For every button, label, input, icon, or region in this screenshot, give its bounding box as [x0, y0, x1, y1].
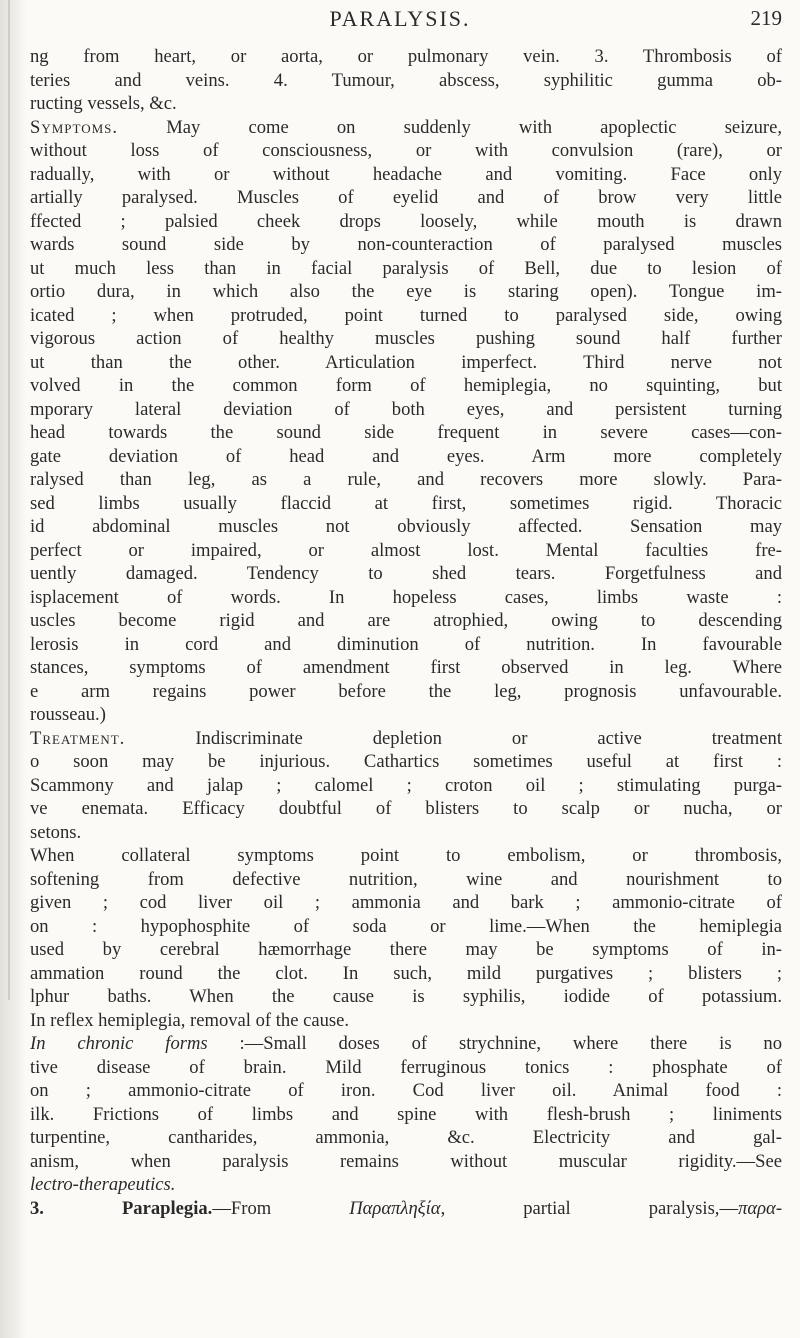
text-line: [30, 844, 782, 868]
text-line: [30, 962, 782, 986]
text-segment: lphur baths. When the cause is syphilis, iodide of potassium.: [30, 986, 782, 1007]
text-segment: turpentine, cantharides, ammonia, &c. Electricity and gal-: [30, 1127, 782, 1148]
text-segment: on ; ammonio-citrate of iron. Cod liver oil. Animal food :: [30, 1080, 782, 1101]
text-line: [30, 1126, 782, 1150]
text-line: [30, 69, 782, 93]
text-segment: artially paralysed. Muscles of eyelid and of brow very little: [30, 187, 782, 208]
text-segment: lectro-therapeutics.: [30, 1174, 176, 1195]
text-line: [30, 233, 782, 257]
text-segment: lerosis in cord and diminution of nutrition. In favourable: [30, 633, 782, 655]
text-segment: —From: [212, 1197, 350, 1219]
text-line: [30, 351, 782, 375]
text-segment: ve enemata. Efficacy doubtful of blisters to scalp or nucha, or: [30, 798, 782, 819]
text-segment: ilk. Frictions of limbs and spine with flesh-brush ; liniments: [30, 1103, 782, 1125]
body-text: [30, 45, 782, 1220]
text-line: [30, 1079, 782, 1103]
text-line: [30, 1056, 782, 1080]
text-segment: rousseau.): [30, 704, 106, 725]
text-line: [30, 1173, 782, 1197]
text-segment: stances, symptoms of amendment first observed in leg. Where: [30, 657, 782, 678]
text-segment: wards sound side by non-counteraction of paralysed muscles: [30, 234, 782, 255]
text-line: [30, 139, 782, 163]
text-segment: uently damaged. Tendency to shed tears. Forgetfulness and: [30, 563, 782, 584]
text-segment: :—Small doses of strychnine, where there is no: [207, 1033, 782, 1054]
text-segment: without loss of consciousness, or with convulsion (rare), or: [30, 140, 782, 161]
text-segment: ffected ; palsied cheek drops loosely, while mouth is drawn: [30, 210, 782, 232]
text-line: [30, 703, 782, 727]
text-segment: volved in the common form of hemiplegia, no squinting, but: [30, 375, 782, 396]
text-line: [30, 562, 782, 586]
text-line: [30, 280, 782, 304]
text-line: [30, 656, 782, 680]
text-segment: In reflex hemiplegia, removal of the cause.: [30, 1009, 350, 1031]
text-line: [30, 304, 782, 328]
text-line: [30, 421, 782, 445]
text-segment: When collateral symptoms point to embolism, or thrombosis,: [30, 845, 782, 866]
text-segment: o soon may be injurious. Cathartics sometimes useful at first :: [30, 751, 782, 772]
text-segment: ructing vessels, &c.: [30, 93, 177, 114]
text-segment: παρα-: [738, 1197, 782, 1219]
text-segment: ortio dura, in which also the eye is staring open). Tongue im-: [30, 281, 782, 302]
page-number: 219: [750, 6, 782, 30]
text-line: [30, 891, 782, 915]
text-segment: Indiscriminate depletion or active treatment: [125, 727, 782, 749]
text-segment: icated ; when protruded, point turned to paralysed side, owing: [30, 304, 782, 326]
text-segment: May come on suddenly with apoplectic seizure,: [118, 116, 782, 138]
text-line: [30, 774, 782, 798]
text-segment: used by cerebral hæmorrhage there may be symptoms of in-: [30, 939, 782, 960]
text-line: [30, 586, 782, 610]
text-segment: isplacement of words. In hopeless cases, limbs waste :: [30, 586, 782, 608]
text-line: [30, 985, 782, 1009]
text-segment: , partial paralysis,—: [440, 1197, 739, 1219]
text-segment: softening from defective nutrition, wine and nourishment to: [30, 868, 782, 890]
text-line: [30, 680, 782, 704]
text-segment: e arm regains power before the leg, prognosis unfavourable.: [30, 680, 782, 702]
text-segment: given ; cod liver oil ; ammonia and bark ; ammonio-citrate of: [30, 892, 782, 913]
text-line: [30, 1150, 782, 1174]
text-line: [30, 915, 782, 939]
text-segment: id abdominal muscles not obviously affected. Sensation may: [30, 516, 782, 537]
text-line: [30, 210, 782, 234]
text-segment: ut than the other. Articulation imperfect. Third nerve not: [30, 351, 782, 373]
text-line: [30, 1103, 782, 1127]
text-segment: Παραπληξία: [349, 1197, 441, 1219]
text-segment: Scammony and jalap ; calomel ; croton oil ; stimulating purga-: [30, 774, 782, 796]
text-line: [30, 1009, 782, 1033]
text-line: [30, 515, 782, 539]
text-line: [30, 609, 782, 633]
text-line: [30, 468, 782, 492]
text-segment: Symptoms.: [30, 116, 119, 138]
text-line: [30, 750, 782, 774]
text-segment: on : hypophosphite of soda or lime.—When the hemiplegia: [30, 915, 782, 937]
text-segment: ralysed than leg, as a rule, and recovers more slowly. Para-: [30, 469, 782, 490]
text-segment: gate deviation of head and eyes. Arm more completely: [30, 445, 782, 467]
text-segment: head towards the sound side frequent in severe cases—con-: [30, 422, 782, 443]
running-title: PARALYSIS.: [329, 6, 471, 31]
text-line: [30, 492, 782, 516]
text-line: [30, 445, 782, 469]
text-line: [30, 327, 782, 351]
text-segment: ng from heart, or aorta, or pulmonary vein. 3. Thrombosis of: [30, 46, 782, 67]
text-line: [30, 868, 782, 892]
text-line: [30, 1197, 782, 1221]
text-segment: ut much less than in facial paralysis of Bell, due to lesion of: [30, 257, 782, 279]
text-segment: tive disease of brain. Mild ferruginous tonics : phosphate of: [30, 1056, 782, 1078]
text-line: [30, 821, 782, 845]
page-gutter-shadow: [0, 0, 26, 1338]
text-line: [30, 539, 782, 563]
text-segment: mporary lateral deviation of both eyes, and persistent turning: [30, 398, 782, 420]
text-line: [30, 92, 782, 116]
text-line: [30, 398, 782, 422]
page-header: [0, 0, 800, 40]
text-segment: teries and veins. 4. Tumour, abscess, syphilitic gumma ob-: [30, 69, 782, 91]
text-line: [30, 727, 782, 751]
binding-edge: [8, 0, 10, 1000]
text-segment: In chronic forms: [30, 1033, 208, 1054]
text-segment: radually, with or without headache and vomiting. Face only: [30, 163, 782, 185]
text-line: [30, 257, 782, 281]
text-line: [30, 374, 782, 398]
text-line: [30, 938, 782, 962]
text-segment: setons.: [30, 821, 82, 843]
text-line: [30, 116, 782, 140]
text-segment: anism, when paralysis remains without muscular rigidity.—See: [30, 1150, 782, 1172]
text-segment: uscles become rigid and are atrophied, owing to descending: [30, 610, 782, 631]
text-line: [30, 633, 782, 657]
text-segment: Treatment.: [30, 727, 126, 749]
text-segment: ammation round the clot. In such, mild purgatives ; blisters ;: [30, 962, 782, 984]
text-line: [30, 797, 782, 821]
text-segment: perfect or impaired, or almost lost. Mental faculties fre-: [30, 539, 782, 561]
text-line: [30, 186, 782, 210]
text-segment: sed limbs usually flaccid at first, sometimes rigid. Thoracic: [30, 492, 782, 514]
text-line: [30, 163, 782, 187]
text-segment: 3. Paraplegia.: [30, 1197, 213, 1219]
text-line: [30, 1032, 782, 1056]
text-segment: vigorous action of healthy muscles pushing sound half further: [30, 328, 782, 349]
text-line: [30, 45, 782, 69]
